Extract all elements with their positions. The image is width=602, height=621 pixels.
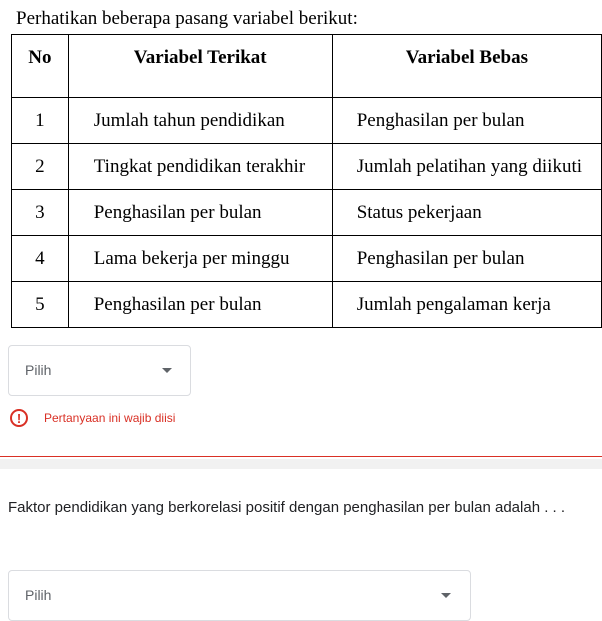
answer-dropdown-1[interactable]: [8, 345, 191, 396]
header-independent-variable: Variabel Bebas: [332, 35, 601, 98]
dropdown-placeholder: Pilih: [25, 362, 52, 378]
independent-variable-cell: Jumlah pengalaman kerja: [332, 282, 601, 328]
answer-dropdown-2[interactable]: [8, 570, 471, 621]
table-row: [12, 190, 602, 236]
table-header-row: [12, 35, 602, 98]
independent-variable-cell: Jumlah pelatihan yang diikuti: [332, 144, 601, 190]
table-row: [12, 236, 602, 282]
dependent-variable-cell: Lama bekerja per minggu: [68, 236, 332, 282]
dependent-variable-cell: Penghasilan per bulan: [68, 282, 332, 328]
row-number: 3: [12, 190, 69, 236]
chevron-down-icon: [441, 593, 451, 598]
question-divider: [0, 456, 602, 457]
error-icon: !: [10, 409, 28, 427]
question-text: Faktor pendidikan yang berkorelasi positif dengan penghasilan per bulan adalah . . .: [8, 499, 566, 516]
dependent-variable-cell: Penghasilan per bulan: [68, 190, 332, 236]
dropdown-placeholder: Pilih: [25, 587, 52, 603]
row-number: 4: [12, 236, 69, 282]
row-number: 2: [12, 144, 69, 190]
independent-variable-cell: Penghasilan per bulan: [332, 98, 601, 144]
chevron-down-icon: [162, 368, 172, 373]
dependent-variable-cell: Tingkat pendidikan terakhir: [68, 144, 332, 190]
table-row: [12, 144, 602, 190]
error-text: Pertanyaan ini wajib diisi: [44, 411, 176, 425]
dependent-variable-cell: Jumlah tahun pendidikan: [68, 98, 332, 144]
header-dependent-variable: Variabel Terikat: [68, 35, 332, 98]
required-error-message: [10, 409, 175, 427]
table-row: [12, 98, 602, 144]
header-no: No: [12, 35, 69, 98]
row-number: 1: [12, 98, 69, 144]
table-row: [12, 282, 602, 328]
independent-variable-cell: Penghasilan per bulan: [332, 236, 601, 282]
independent-variable-cell: Status pekerjaan: [332, 190, 601, 236]
row-number: 5: [12, 282, 69, 328]
question-separator-band: [0, 459, 602, 469]
variables-table: [11, 34, 602, 328]
question-intro-text: Perhatikan beberapa pasang variabel berikut:: [16, 8, 358, 29]
